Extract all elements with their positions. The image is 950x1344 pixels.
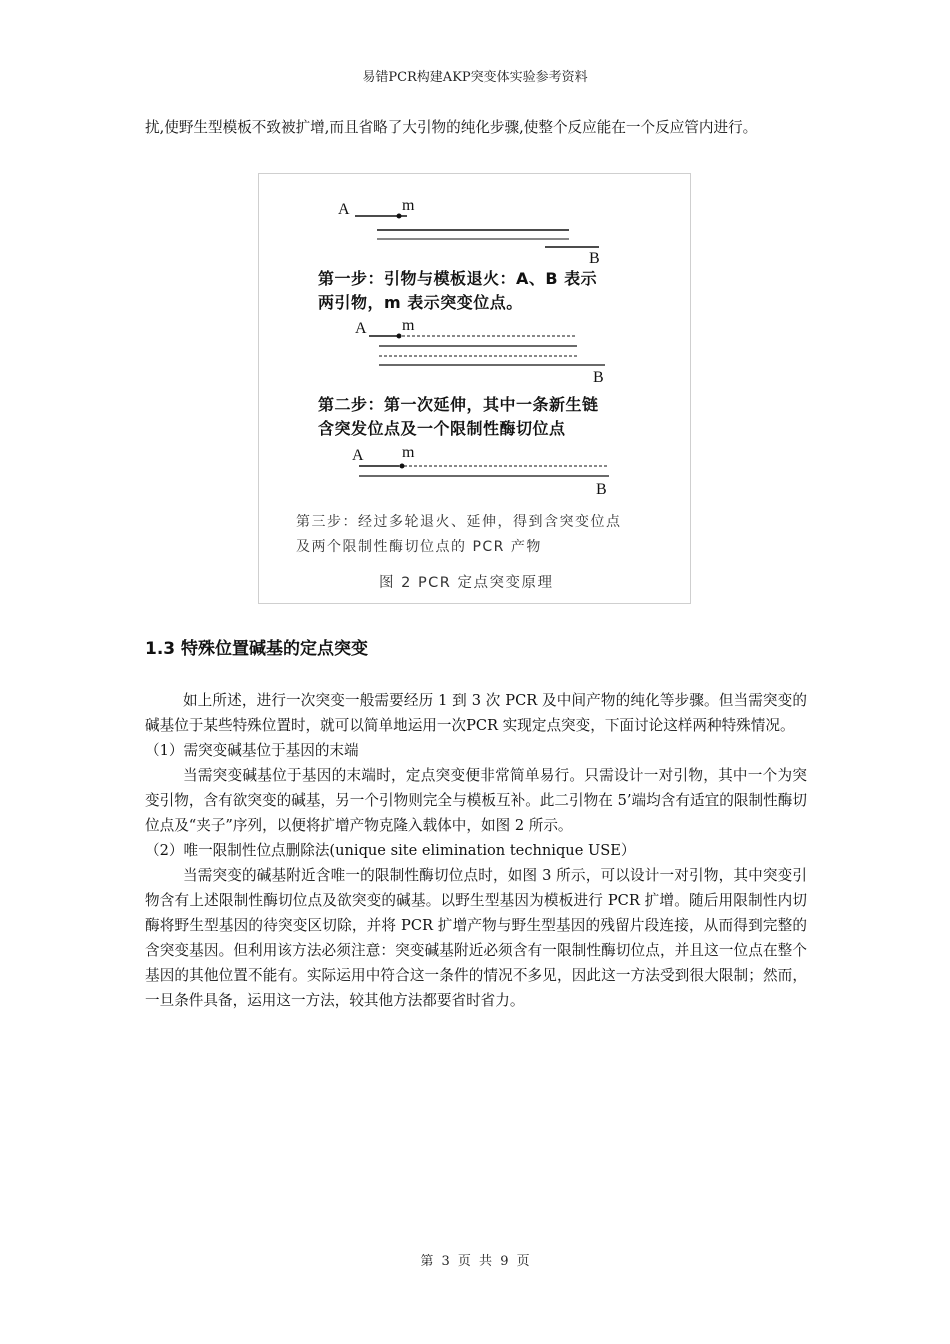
page-header: 易错PCR构建AKP突变体实验参考资料 <box>362 70 588 85</box>
paragraph: 如上所述，进行一次突变一般需要经历 1 到 3 次 PCR 及中间产物的纯化等步骤。但当需突变的碱基位于某些特殊位置时，就可以简单地运用一次PCR 实现定点突变，下面讨论这样两种特殊情况。 <box>145 692 807 734</box>
step1-diagram <box>355 216 599 247</box>
mutation-site-marker <box>400 464 405 469</box>
paragraph: 当需突变的碱基附近含唯一的限制性酶切位点时，如图 3 所示，可以设计一对引物，其中突变引物含有上述限制性酶切位点及欲突变的碱基。以野生型基因为模板进行 PCR 扩增。随后用限制性内切酶将野生型基因的待突变区切除，并将 PCR 扩增产物与野生型基因的残留片段连接，从而得到完整的含突变基因。但利用该方法必须注意：突变碱基附近必须含有一限制性酶切位点，并且这一位点在整个基因的其他位置不能有。实际运用中符合这一条件的情况不多见，因此这一方法受到很大限制；然而，一旦条件具备，运用这一方法，较其他方法都要省时省力。 <box>145 867 807 1009</box>
page-footer: 第 3 页 共 9 页 <box>420 1254 530 1269</box>
label-a-step2: A <box>355 320 367 337</box>
step2-caption-line2: 含突发位点及一个限制性酶切位点 <box>318 419 566 438</box>
step1-caption-line2: 两引物，m 表示突变位点。 <box>318 293 523 312</box>
step3-caption-line2: 及两个限制性酶切位点的 PCR 产物 <box>296 539 542 555</box>
section-heading: 1.3 特殊位置碱基的定点突变 <box>145 639 369 659</box>
step3-diagram <box>359 466 609 476</box>
body-text <box>145 688 807 1013</box>
figure-caption: 图 2 PCR 定点突变原理 <box>379 575 554 591</box>
label-a-step3: A <box>352 447 364 464</box>
label-b-step3: B <box>596 481 607 498</box>
label-b-step2: B <box>593 369 604 386</box>
paragraph: 当需突变碱基位于基因的末端时，定点突变便非常简单易行。只需设计一对引物，其中一个为突变引物，含有欲突变的碱基，另一个引物则完全与模板互补。此二引物在 5’端均含有适宜的限制性酶切位点及“夹子”序列，以便将扩增产物克隆入载体中，如图 2 所示。 <box>145 767 807 834</box>
step3-caption-line1: 第三步：经过多轮退火、延伸，得到含突变位点 <box>296 514 622 530</box>
subheading: （2）唯一限制性位点删除法(unique site elimination technique USE） <box>145 842 636 859</box>
step2-diagram <box>369 336 605 365</box>
label-m-step3: m <box>402 444 415 461</box>
subheading: （1）需突变碱基位于基因的末端 <box>145 742 359 759</box>
mutation-site-marker <box>397 334 402 339</box>
label-b-step1: B <box>589 250 600 267</box>
label-m-step1: m <box>402 197 415 214</box>
mutation-site-marker <box>397 214 402 219</box>
step1-caption-line1: 第一步：引物与模板退火：A、B 表示 <box>318 269 598 288</box>
label-a-step1: A <box>338 201 350 218</box>
figure-pcr-principle <box>258 173 691 604</box>
label-m-step2: m <box>402 317 415 334</box>
step2-caption-line1: 第二步：第一次延伸，其中一条新生链 <box>318 395 599 414</box>
intro-paragraph: 扰,使野生型模板不致被扩增,而且省略了大引物的纯化步骤,使整个反应能在一个反应管内进行。 <box>145 119 758 136</box>
